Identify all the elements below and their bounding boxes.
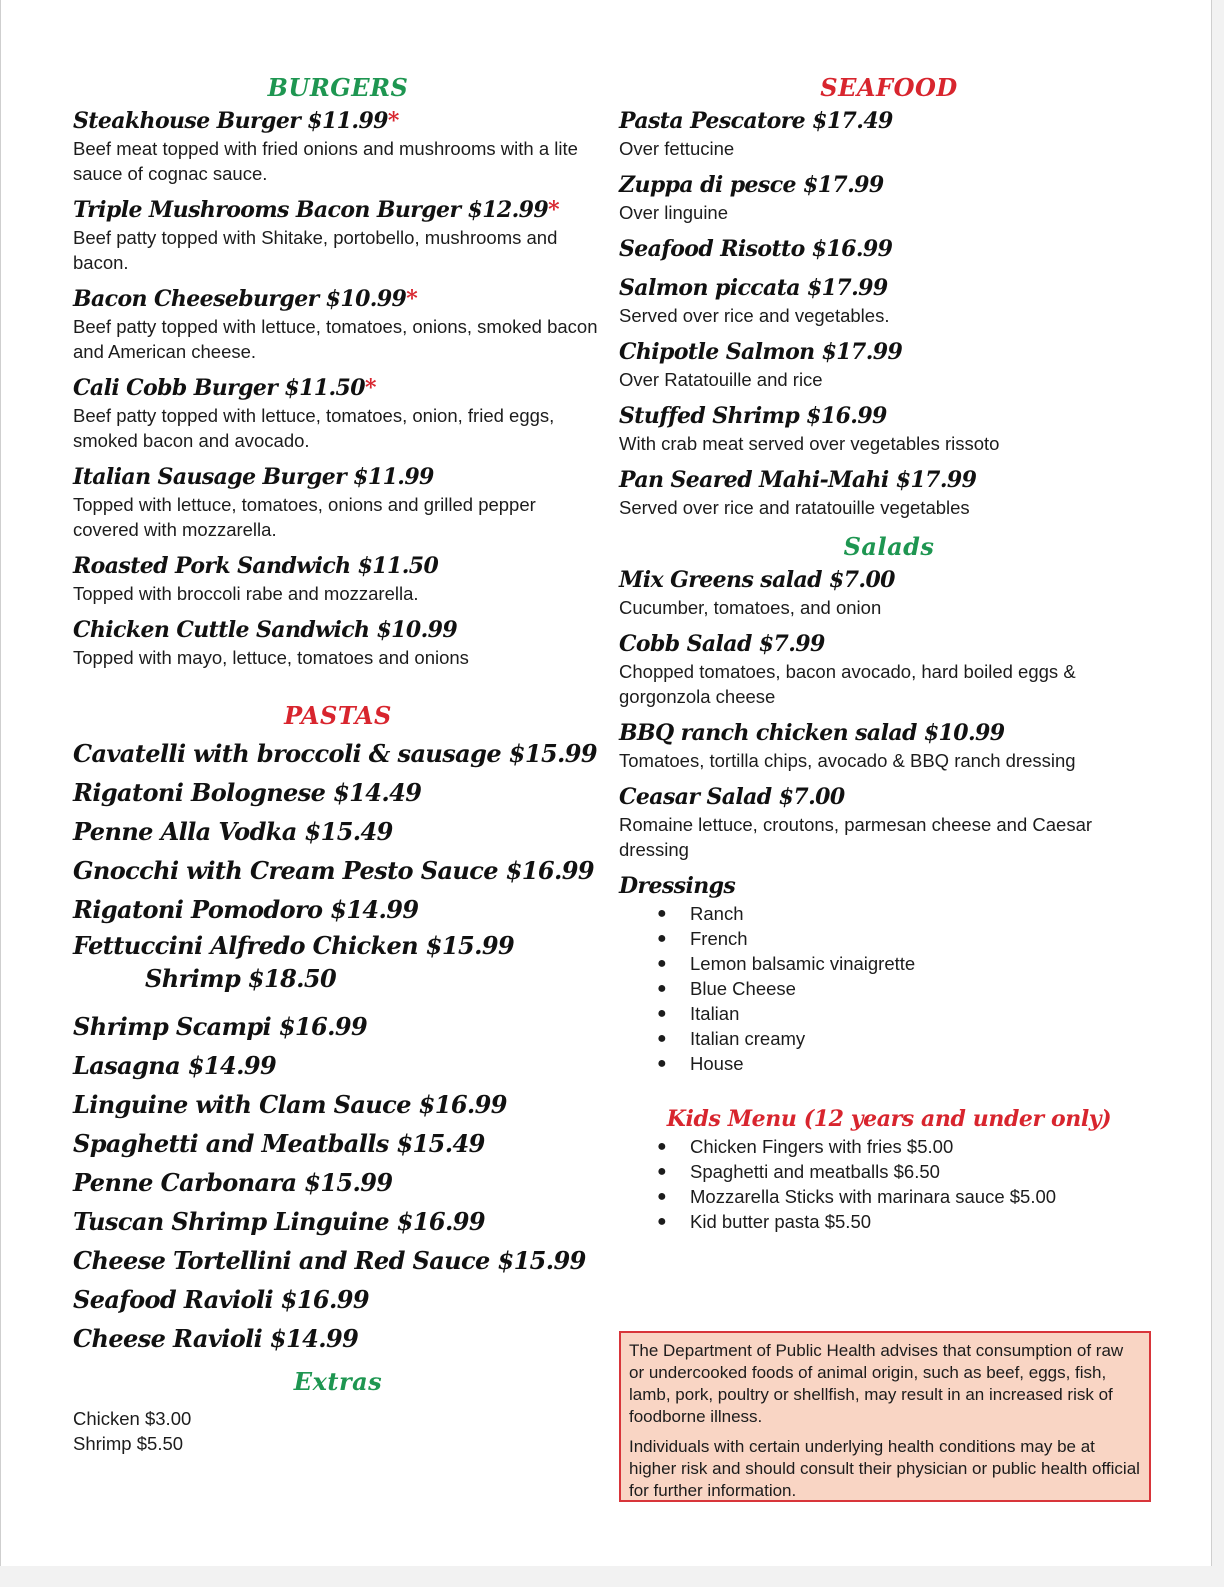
- item-name: Salmon piccata $17.99: [619, 275, 888, 301]
- item-description: Served over rice and vegetables.: [619, 305, 890, 326]
- pasta-item: Fettuccini Alfredo Chicken $15.99: [73, 931, 515, 960]
- salads-heading: Salads: [843, 532, 935, 561]
- menu-item: [619, 106, 1159, 161]
- item-name: Pan Seared Mahi-Mahi $17.99: [619, 467, 977, 493]
- item-name: Chipotle Salmon $17.99: [619, 339, 903, 365]
- item-description: Beef patty topped with Shitake, portobello, mushrooms and bacon.: [73, 227, 558, 273]
- pasta-item: Linguine with Clam Sauce $16.99: [73, 1090, 507, 1119]
- bullet-icon: ●: [657, 1138, 667, 1155]
- item-name: Seafood Risotto $16.99: [619, 236, 893, 262]
- item-name: Stuffed Shrimp $16.99: [619, 403, 887, 429]
- item-name: Italian Sausage Burger $11.99: [73, 464, 434, 490]
- menu-item: [619, 465, 1159, 520]
- item-name: Mix Greens salad $7.00: [619, 567, 895, 593]
- menu-item: [73, 284, 603, 364]
- bullet-icon: ●: [657, 980, 667, 997]
- item-description: With crab meat served over vegetables rissoto: [619, 433, 1000, 454]
- list-item: ● Lemon balsamic vinaigrette: [657, 953, 916, 974]
- seafood-heading: SEAFOOD: [820, 73, 958, 102]
- pasta-item: Spaghetti and Meatballs $15.49: [73, 1129, 485, 1158]
- item-description: Chopped tomatoes, bacon avocado, hard boiled eggs & gorgonzola cheese: [619, 661, 1076, 707]
- list-item: ● Blue Cheese: [657, 978, 796, 999]
- raw-warning-star: *: [364, 375, 376, 401]
- item-description: Topped with broccoli rabe and mozzarella.: [73, 583, 419, 604]
- item-description: Tomatoes, tortilla chips, avocado & BBQ ranch dressing: [619, 750, 1076, 771]
- menu-item: [619, 782, 1159, 862]
- pasta-item: Cheese Tortellini and Red Sauce $15.99: [73, 1246, 586, 1275]
- list-item: ● House: [657, 1053, 744, 1074]
- list-item: ● Ranch: [657, 903, 744, 924]
- pasta-item: Rigatoni Pomodoro $14.99: [73, 895, 419, 924]
- menu-item: [619, 565, 1159, 620]
- list-item: ● Italian: [657, 1003, 740, 1024]
- menu-item: [73, 615, 603, 670]
- menu-item: [619, 718, 1159, 773]
- item-name: Cali Cobb Burger $11.50*: [73, 375, 376, 401]
- item-description: Romaine lettuce, croutons, parmesan cheese and Caesar dressing: [619, 814, 1093, 860]
- menu-item: [619, 629, 1159, 709]
- health-advisory-box: [619, 1331, 1151, 1502]
- pastas-heading: PASTAS: [284, 701, 392, 730]
- menu-item: [619, 401, 1159, 456]
- raw-warning-star: *: [387, 108, 399, 134]
- dressings-heading: Dressings: [619, 873, 736, 899]
- extras-list: [73, 1406, 603, 1456]
- menu-item: [73, 373, 603, 453]
- bullet-icon: ●: [657, 955, 667, 972]
- item-name: Zuppa di pesce $17.99: [619, 172, 884, 198]
- item-name: Bacon Cheeseburger $10.99*: [73, 286, 418, 312]
- bullet-icon: ●: [657, 1188, 667, 1205]
- extras-heading: Extras: [293, 1367, 383, 1396]
- menu-item: [73, 106, 603, 186]
- raw-warning-star: *: [548, 197, 559, 223]
- list-item: ● Chicken Fingers with fries $5.00: [657, 1136, 954, 1157]
- pasta-item: Penne Alla Vodka $15.49: [73, 817, 393, 846]
- item-name: Triple Mushrooms Bacon Burger $12.99*: [73, 197, 559, 223]
- raw-warning-star: *: [406, 286, 418, 312]
- item-name: Steakhouse Burger $11.99*: [73, 108, 399, 134]
- bullet-icon: ●: [657, 1030, 667, 1047]
- item-name: Pasta Pescatore $17.49: [619, 108, 893, 134]
- pasta-item: Tuscan Shrimp Linguine $16.99: [73, 1207, 485, 1236]
- right-column: [619, 70, 1159, 1234]
- item-description: Served over rice and ratatouille vegetables: [619, 497, 970, 518]
- bullet-icon: ●: [657, 1213, 667, 1230]
- item-name: Ceasar Salad $7.00: [619, 784, 845, 810]
- menu-item: [73, 195, 603, 275]
- pasta-item: Rigatoni Bolognese $14.49: [73, 778, 422, 807]
- list-item: ● Kid butter pasta $5.50: [657, 1211, 872, 1232]
- pasta-list: [73, 734, 603, 1358]
- item-description: Beef meat topped with fried onions and mushrooms with a lite sauce of cognac sauce.: [73, 138, 578, 184]
- extras-item: Chicken $3.00: [73, 1408, 192, 1429]
- pasta-item: Gnocchi with Cream Pesto Sauce $16.99: [73, 856, 594, 885]
- menu-item: [619, 170, 1159, 225]
- item-description: Over Ratatouille and rice: [619, 369, 823, 390]
- list-item: ● Spaghetti and meatballs $6.50: [657, 1161, 940, 1182]
- pasta-item-option: Shrimp $18.50: [145, 964, 337, 993]
- bullet-icon: ●: [657, 905, 667, 922]
- list-item: ● Italian creamy: [657, 1028, 806, 1049]
- kids-menu-list: [619, 1134, 1159, 1234]
- bullet-icon: ●: [657, 1163, 667, 1180]
- item-description: Topped with mayo, lettuce, tomatoes and onions: [73, 647, 469, 668]
- extras-item: Shrimp $5.50: [73, 1433, 184, 1454]
- menu-item: [619, 337, 1159, 392]
- item-description: Topped with lettuce, tomatoes, onions and grilled pepper covered with mozzarella.: [73, 494, 536, 540]
- list-item: ● French: [657, 928, 748, 949]
- menu-item: [73, 551, 603, 606]
- bullet-icon: ●: [657, 930, 667, 947]
- pasta-item: Lasagna $14.99: [73, 1051, 277, 1080]
- item-description: Beef patty topped with lettuce, tomatoes, onion, fried eggs, smoked bacon and avocado.: [73, 405, 555, 451]
- menu-item: [73, 462, 603, 542]
- item-name: Chicken Cuttle Sandwich $10.99: [73, 617, 458, 643]
- dressings-list: [619, 901, 1159, 1076]
- burgers-heading: BURGERS: [267, 73, 409, 102]
- item-name: Roasted Pork Sandwich $11.50: [73, 553, 439, 579]
- kids-menu-heading: Kids Menu (12 years and under only): [666, 1106, 1112, 1132]
- menu-item: [619, 273, 1159, 328]
- bullet-icon: ●: [657, 1005, 667, 1022]
- item-description: Cucumber, tomatoes, and onion: [619, 597, 882, 618]
- item-name: BBQ ranch chicken salad $10.99: [619, 720, 1005, 746]
- item-name: Cobb Salad $7.99: [619, 631, 825, 657]
- item-description: Over fettucine: [619, 138, 735, 159]
- item-description: Over linguine: [619, 202, 729, 223]
- pasta-item: Cavatelli with broccoli & sausage $15.99: [73, 739, 597, 768]
- menu-item: [619, 234, 1159, 264]
- pasta-item: Penne Carbonara $15.99: [73, 1168, 393, 1197]
- pasta-item: Shrimp Scampi $16.99: [73, 1012, 368, 1041]
- left-column: [73, 70, 603, 1456]
- pasta-item: Cheese Ravioli $14.99: [73, 1324, 359, 1353]
- advisory-paragraph: The Department of Public Health advises that consumption of raw or undercooked foods of animal origin, such as beef, eggs, fish, lamb, pork, poultry or shellfish, may result in an increased risk of foodborne illness.: [629, 1341, 1124, 1426]
- list-item: ● Mozzarella Sticks with marinara sauce $5.00: [657, 1186, 1057, 1207]
- bullet-icon: ●: [657, 1055, 667, 1072]
- item-description: Beef patty topped with lettuce, tomatoes, onions, smoked bacon and American cheese.: [73, 316, 598, 362]
- pasta-item: Seafood Ravioli $16.99: [73, 1285, 369, 1314]
- advisory-paragraph: Individuals with certain underlying health conditions may be at higher risk and should consult their physician or public health official for further information.: [629, 1437, 1140, 1500]
